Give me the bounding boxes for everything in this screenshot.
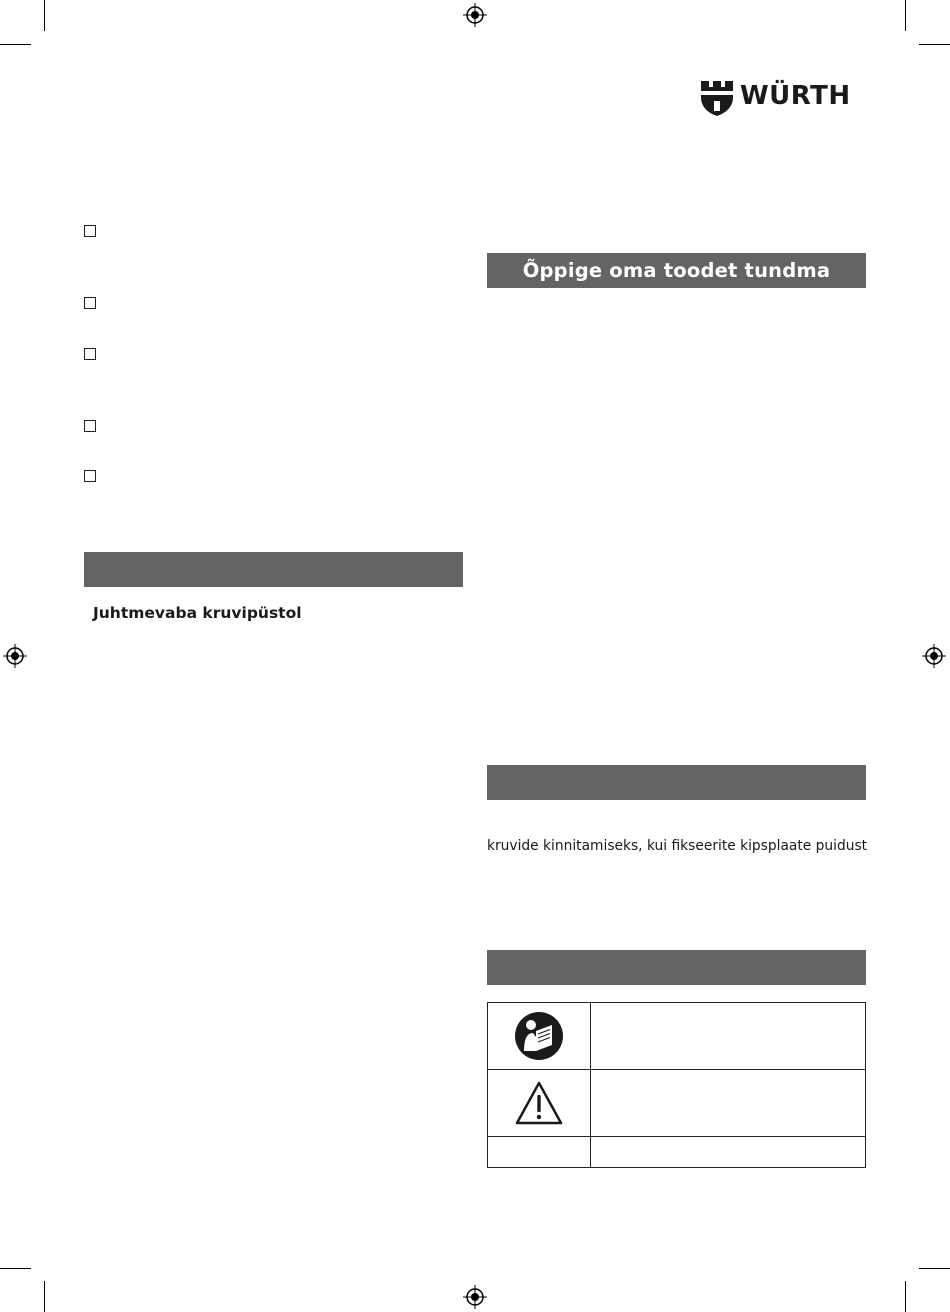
intended-use-text: kruvide kinnitamiseks, kui fikseerite kipsplaate puidust [487,838,868,854]
checkbox-2[interactable] [84,297,96,309]
read-manual-icon [514,1011,564,1061]
registration-mark-bottom [463,1285,487,1309]
crop-mark-bottom-left-vertical [44,1281,45,1312]
symbol-description-cell [591,1003,866,1070]
crop-mark-top-left-vertical [44,0,45,31]
left-section-bar-title [84,552,463,587]
table-row [488,1070,866,1137]
crop-mark-top-right-horizontal [919,44,950,45]
checkbox-1[interactable] [84,225,96,237]
crop-mark-top-left-horizontal [0,44,31,45]
intended-use-bar [487,765,866,800]
crop-mark-bottom-right-horizontal [919,1268,950,1269]
left-section-bar [84,552,463,587]
intended-use-bar-title [487,765,866,800]
crop-mark-bottom-right-vertical [905,1281,906,1312]
symbol-description-cell [591,1137,866,1168]
symbols-bar [487,950,866,985]
table-row [488,1003,866,1070]
crop-mark-top-right-vertical [905,0,906,31]
table-row [488,1137,866,1168]
main-heading-bar [487,253,866,288]
registration-mark-top [463,3,487,27]
wuerth-tower-icon [700,79,734,117]
product-name: Juhtmevaba kruvipüstol [93,604,302,622]
symbol-icon-cell [488,1137,591,1168]
registration-mark-left [3,644,27,668]
crop-mark-bottom-left-horizontal [0,1268,31,1269]
symbol-icon-cell [488,1003,591,1070]
brand-logo [700,79,868,117]
warning-triangle-icon [514,1080,564,1126]
checkbox-3[interactable] [84,348,96,360]
symbols-table [487,1002,866,1168]
symbol-icon-cell [488,1070,591,1137]
registration-mark-right [922,644,946,668]
checkbox-5[interactable] [84,470,96,482]
checkbox-4[interactable] [84,420,96,432]
main-heading: Õppige oma toodet tundma [522,259,831,282]
symbol-description-cell [591,1070,866,1137]
brand-wordmark: WÜRTH [740,81,851,111]
symbols-bar-title [487,950,866,985]
